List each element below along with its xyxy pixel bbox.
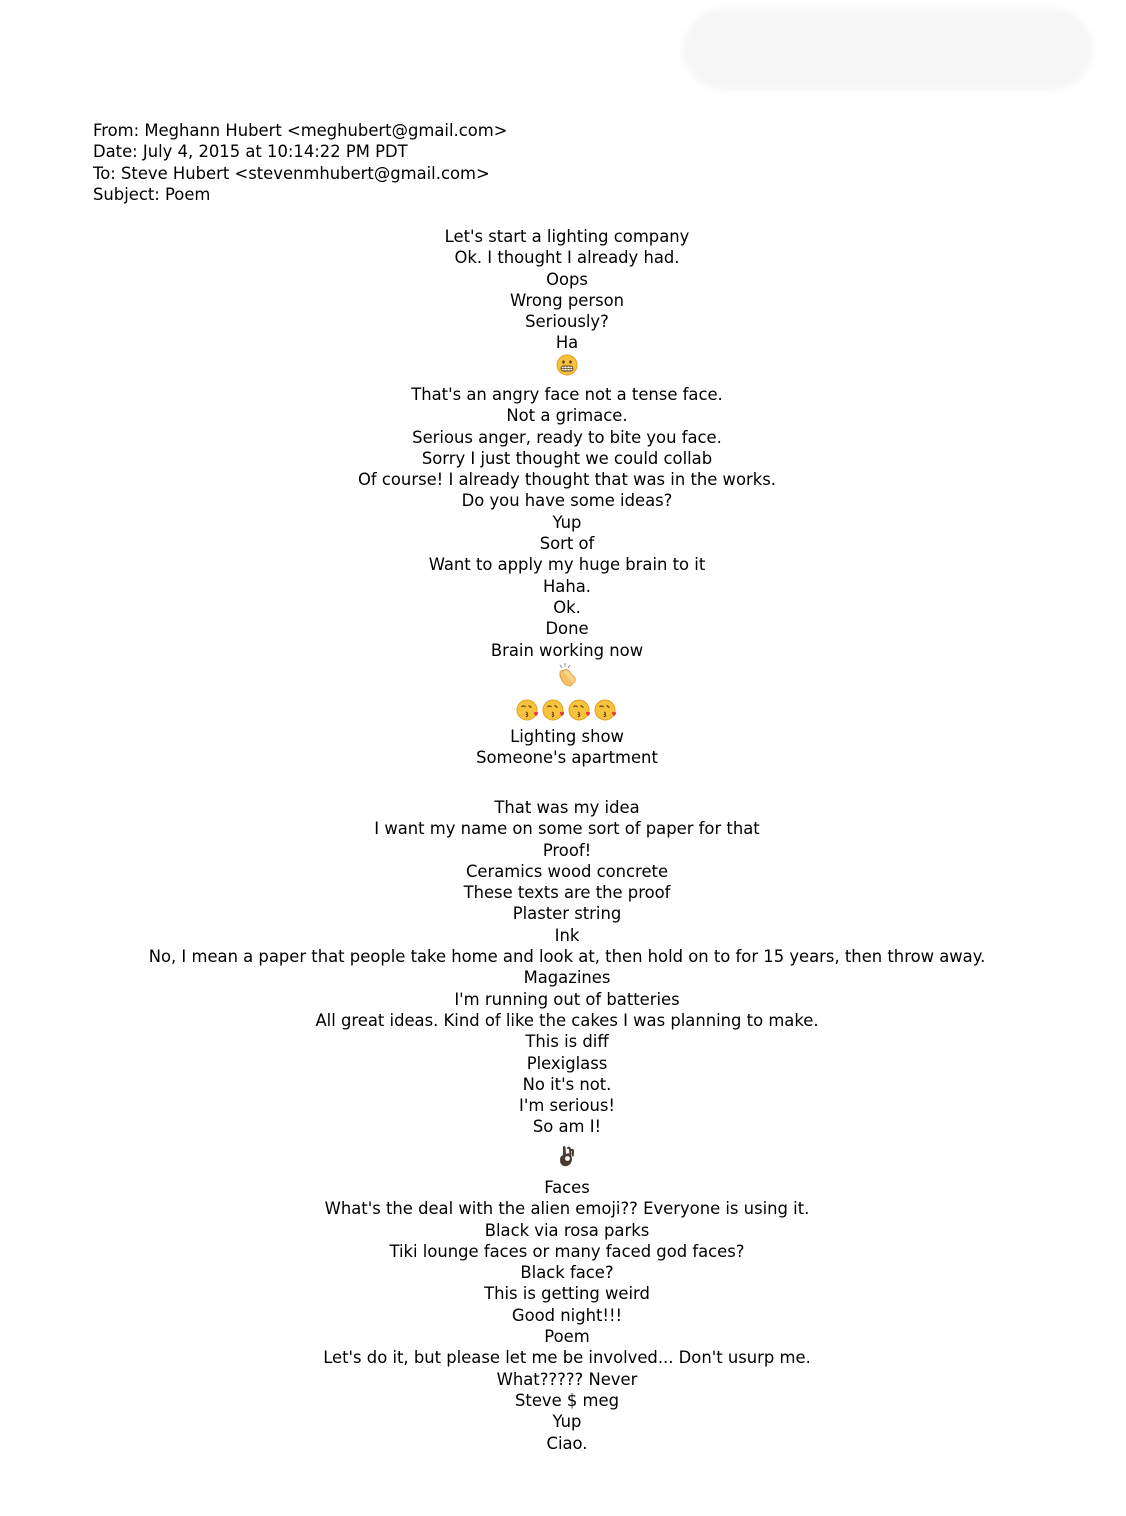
poem-line: This is diff <box>525 1032 609 1052</box>
poem-line: Proof! <box>542 840 592 860</box>
poem-line: Want to apply my huge brain to it <box>428 555 706 575</box>
poem-line: Ok. I thought I already had. <box>454 248 680 268</box>
poem-line: Haha. <box>542 576 591 596</box>
poem-line: Tiki lounge faces or many faced god faces? <box>389 1241 745 1261</box>
poem-line: Magazines <box>523 968 611 988</box>
poem-line: These texts are the proof <box>463 883 671 903</box>
header-from: From: Meghann Hubert <meghubert@gmail.com> <box>93 121 508 140</box>
poem-line: Done <box>545 619 589 639</box>
header-to: To: Steve Hubert <stevenmhubert@gmail.com> <box>93 163 490 183</box>
poem-line: Black via rosa parks <box>484 1220 650 1240</box>
poem-line: What????? Never <box>496 1369 638 1389</box>
kissing-face-icon <box>542 698 566 722</box>
poem-line: Do you have some ideas? <box>461 491 673 511</box>
grimacing-face-icon <box>556 354 578 376</box>
poem-line: So am I! <box>532 1117 602 1137</box>
poem-line: All great ideas. Kind of like the cakes I was planning to make. <box>315 1010 819 1030</box>
poem-block-d <box>0 797 1126 1138</box>
poem-line: Black face? <box>520 1263 614 1283</box>
poem-line: Ok. <box>553 597 581 617</box>
ok-hand-icon <box>555 1143 579 1169</box>
poem-block-b <box>0 384 1126 661</box>
kissing-face-icon <box>568 698 592 722</box>
email-header <box>93 120 507 205</box>
ok-hand-emoji-row <box>0 1143 1126 1169</box>
poem-line: Serious anger, ready to bite you face. <box>412 427 722 447</box>
poem-line: Ceramics wood concrete <box>465 861 669 881</box>
poem-line: Steve $ meg <box>514 1390 619 1410</box>
poem-line: Someone's apartment <box>476 748 658 768</box>
header-subject: Subject: Poem <box>93 184 211 204</box>
poem-line: Ciao. <box>546 1433 588 1453</box>
clapping-hands-icon <box>554 662 580 688</box>
poem-line: No, I mean a paper that people take home and look at, then hold on to for 15 years, then throw away. <box>148 947 986 967</box>
poem-line: Ink <box>554 925 580 945</box>
poem-line: Wrong person <box>509 290 625 310</box>
redaction-blur <box>683 8 1093 90</box>
poem-line: Brain working now <box>490 640 644 660</box>
grimace-emoji-row <box>0 354 1126 376</box>
poem-line: Ha <box>555 333 579 353</box>
header-date: Date: July 4, 2015 at 10:14:22 PM PDT <box>93 142 408 162</box>
poem-line: Yup <box>552 512 582 532</box>
poem-line: I'm running out of batteries <box>454 989 680 1009</box>
poem-line: No it's not. <box>522 1074 612 1094</box>
poem-line: Yup <box>552 1412 582 1432</box>
poem-line: What's the deal with the alien emoji?? Everyone is using it. <box>324 1199 810 1219</box>
poem-line: This is getting weird <box>484 1284 650 1304</box>
poem-line: Let's do it, but please let me be involved... Don't usurp me. <box>323 1348 811 1368</box>
poem-line: Seriously? <box>525 312 609 332</box>
poem-line: Plexiglass <box>526 1053 608 1073</box>
poem-line: I want my name on some sort of paper for that <box>374 819 760 839</box>
poem-block-e <box>0 1177 1126 1454</box>
clap-emoji-row <box>0 662 1126 688</box>
poem-line: Faces <box>544 1178 590 1197</box>
kissing-face-icon <box>594 698 618 722</box>
poem-line: Let's start a lighting company <box>444 227 690 246</box>
poem-line: Plaster string <box>512 904 622 924</box>
poem-line: Not a grimace. <box>506 406 628 426</box>
poem-line: Lighting show <box>510 727 624 746</box>
poem-line: Oops <box>546 269 588 289</box>
poem-line: Poem <box>544 1327 590 1347</box>
poem-line: Of course! I already thought that was in the works. <box>358 470 776 490</box>
poem-line: I'm serious! <box>519 1096 615 1116</box>
poem-block-a <box>0 226 1126 354</box>
poem-line: Sort of <box>539 534 595 554</box>
poem-line: That was my idea <box>494 798 640 817</box>
poem-line: Good night!!! <box>511 1305 623 1325</box>
kiss-emoji-row <box>0 698 1126 722</box>
kissing-face-icon <box>516 698 540 722</box>
poem-line: Sorry I just thought we could collab <box>421 448 713 468</box>
poem-line: That's an angry face not a tense face. <box>411 385 723 404</box>
poem-block-c <box>0 726 1126 769</box>
